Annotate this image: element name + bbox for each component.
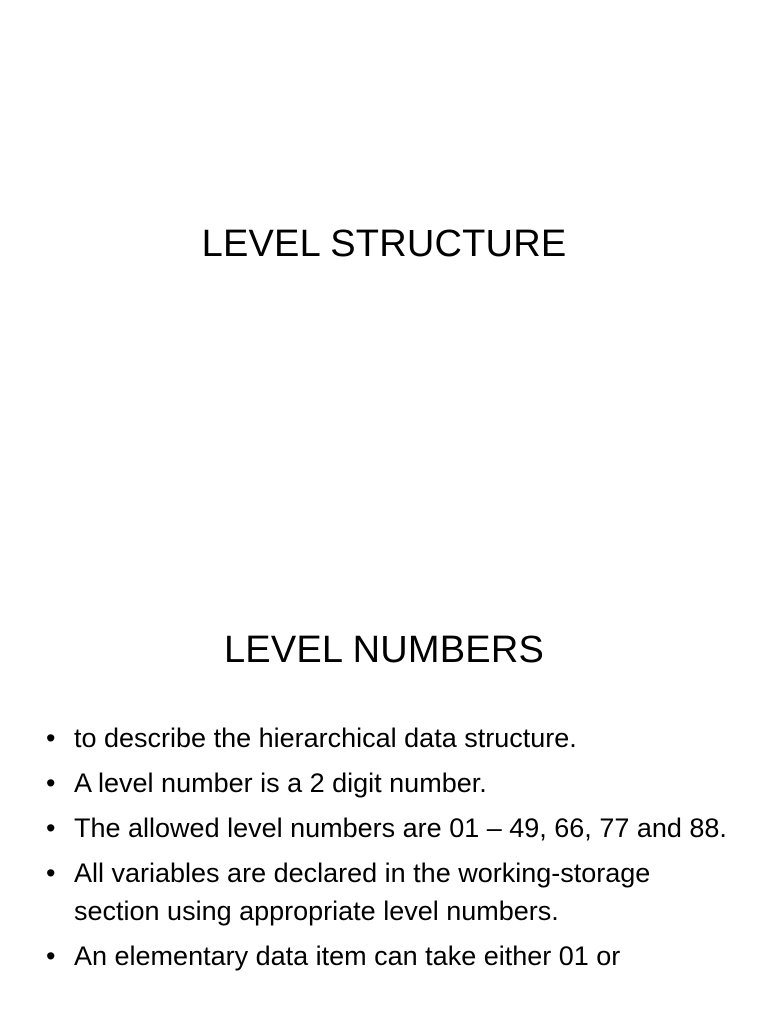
bullet-item — [44, 719, 734, 757]
bullet-text: An elementary data item can take either 01 or — [74, 941, 621, 971]
bullet-icon: • — [46, 941, 56, 971]
bullet-text: to describe the hierarchical data structure. — [74, 723, 577, 753]
slide-title: LEVEL STRUCTURE — [201, 223, 567, 265]
bullet-item — [44, 809, 734, 847]
bullet-icon: • — [46, 723, 56, 753]
slide-title: LEVEL NUMBERS — [223, 629, 545, 671]
bullet-icon: • — [46, 858, 56, 888]
bullet-list — [44, 719, 734, 982]
bullet-item — [44, 764, 734, 802]
bullet-item — [44, 937, 734, 975]
slide-level-numbers — [0, 576, 768, 1024]
bullet-icon: • — [46, 768, 56, 798]
bullet-item — [44, 854, 734, 930]
bullet-text: A level number is a 2 digit number. — [74, 768, 487, 798]
bullet-icon: • — [46, 813, 56, 843]
bullet-text: All variables are declared in the working-storage section using appropriate level numbers. — [74, 858, 651, 926]
bullet-text: The allowed level numbers are 01 – 49, 66, 77 and 88. — [74, 813, 727, 843]
